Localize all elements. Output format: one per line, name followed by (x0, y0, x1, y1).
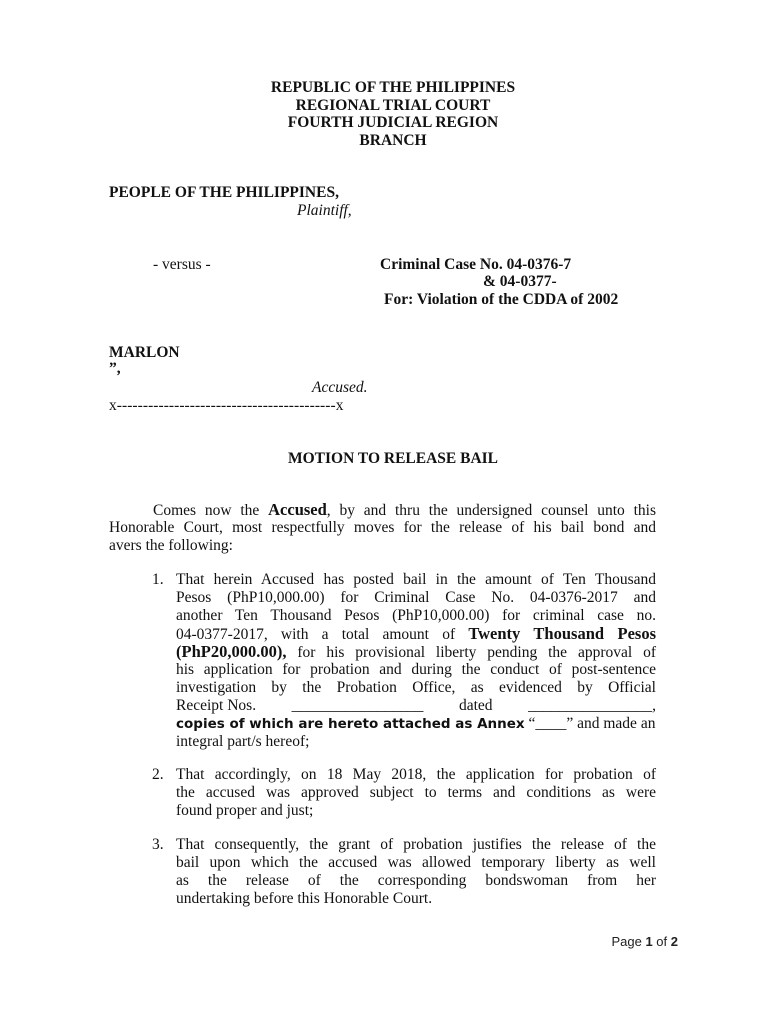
intro-accused-bold: Accused (268, 500, 327, 519)
accused-name: MARLON (109, 344, 180, 361)
item-text: 04-0377-2017, with a total amount of (176, 626, 469, 643)
caption-separator: x------------------------------------------x (109, 397, 344, 414)
versus-label: - versus - (153, 256, 211, 273)
header-branch: BRANCH (359, 131, 427, 149)
intro-line: avers the following: (109, 537, 233, 554)
header-court: REGIONAL TRIAL COURT (295, 96, 491, 114)
list-item (176, 836, 656, 908)
case-number: Criminal Case No. 04-0376-7 (380, 256, 572, 273)
item-text: for his provisional liberty pending the approval of (286, 644, 656, 661)
total-pages-number: 2 (670, 934, 678, 949)
annex-bold-text: copies of which are hereto attached as Annex (176, 716, 525, 732)
page-label: Page (611, 934, 646, 949)
receipt-blank: _________________ (291, 697, 424, 714)
case-offense: For: Violation of the CDDA of 2002 (384, 291, 619, 308)
item-number: 2. (152, 766, 164, 783)
item-line: undertaking before this Honorable Court. (176, 890, 433, 907)
court-header (0, 79, 768, 149)
item-line (176, 697, 656, 715)
item-line: bail upon which the accused was allowed temporary liberty as well (176, 854, 656, 871)
motion-title: MOTION TO RELEASE BAIL (287, 450, 499, 467)
intro-paragraph (109, 501, 656, 555)
accused-role: Accused. (312, 379, 368, 396)
item-text: Receipt Nos. (176, 697, 257, 714)
item-text: “____” and made an (524, 715, 656, 732)
plaintiff-name: PEOPLE OF THE PHILIPPINES, (109, 184, 339, 201)
item-line: That consequently, the grant of probation justifies the release of the (176, 836, 656, 853)
intro-text: , by and thru the undersigned counsel unto this (326, 502, 657, 519)
page-indicator (611, 934, 678, 949)
intro-line (109, 501, 656, 519)
current-page-number: 1 (645, 934, 653, 949)
item-line: his application for probation and during the conduct of post-sentence (176, 661, 656, 678)
item-line: That accordingly, on 18 May 2018, the application for probation of (176, 766, 656, 783)
item-number: 3. (152, 836, 164, 853)
intro-text: Comes now the (153, 502, 269, 519)
case-number-2: & 04-0377- (483, 273, 557, 290)
item-line: integral part/s hereof; (176, 733, 310, 750)
item-bold-amount: (PhP20,000.00), (176, 642, 287, 661)
item-line: Pesos (PhP10,000.00) for Criminal Case No. 04-0376-2017 and (176, 589, 656, 606)
plaintiff-role: Plaintiff, (297, 202, 352, 219)
accused-name-cont: ”, (109, 360, 121, 377)
header-republic: REPUBLIC OF THE PHILIPPINES (270, 79, 516, 96)
page-label: of (652, 934, 671, 949)
item-line: That herein Accused has posted bail in the amount of Ten Thousand (176, 571, 656, 588)
intro-line: Honorable Court, most respectfully moves for the release of his bail bond and (109, 519, 656, 536)
list-item (176, 766, 656, 820)
item-line: investigation by the Probation Office, as evidenced by Official (176, 679, 656, 696)
item-line (176, 643, 656, 661)
item-line: the accused was approved subject to terms and conditions as were (176, 784, 656, 801)
item-line (176, 715, 656, 733)
item-line (176, 625, 656, 643)
date-blank: ________________, (528, 697, 656, 714)
header-region: FOURTH JUDICIAL REGION (287, 114, 499, 131)
list-item (176, 571, 656, 751)
item-bold-amount: Twenty Thousand Pesos (468, 624, 656, 643)
item-line: as the release of the corresponding bondswoman from her (176, 872, 656, 889)
item-line: another Ten Thousand Pesos (PhP10,000.00) for criminal case no. (176, 607, 656, 624)
item-number: 1. (152, 571, 164, 588)
item-text: dated (458, 697, 493, 714)
item-line: found proper and just; (176, 802, 314, 819)
